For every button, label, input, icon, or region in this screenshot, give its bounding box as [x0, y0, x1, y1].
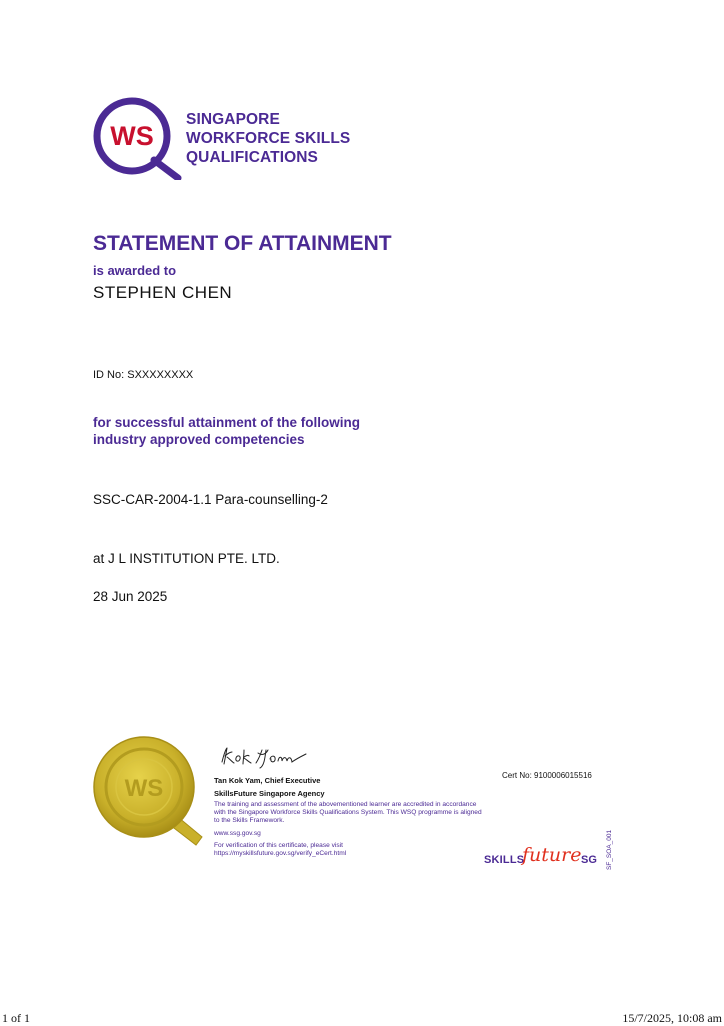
id-number: ID No: SXXXXXXXX — [93, 369, 194, 381]
logo-mark-letters: WS — [110, 121, 154, 151]
logo-future-text: future — [522, 844, 582, 866]
signatory-name: Tan Kok Yam, Chief Executive — [214, 776, 321, 785]
attainment-line-1: for successful attainment of the following — [93, 415, 361, 430]
verification-note: For verification of this certificate, please visit https://myskillsfuture.gov.sg/verify_eCert.html — [214, 842, 347, 857]
skillsfuture-sg-logo — [484, 844, 604, 874]
logo-line-1: SINGAPORE — [186, 111, 280, 128]
recipient-name: STEPHEN CHEN — [93, 283, 233, 302]
handwritten-signature — [218, 744, 308, 770]
gold-seal-icon — [92, 733, 204, 849]
wsq-logo-icon — [92, 96, 184, 180]
wsq-logo-text — [186, 110, 350, 167]
competency-title: SSC-CAR-2004-1.1 Para-counselling-2 — [93, 492, 328, 507]
form-code: SF_SOA_001 — [606, 829, 613, 870]
page-count: 1 of 1 — [2, 1011, 30, 1025]
attainment-line-2: industry approved competencies — [93, 432, 305, 447]
seal-letters: WS — [124, 775, 164, 802]
awarded-to-label: is awarded to — [93, 263, 177, 278]
logo-skills-text: SKILLS — [484, 854, 525, 866]
award-date: 28 Jun 2025 — [93, 589, 168, 604]
logo-line-3: QUALIFICATIONS — [186, 149, 318, 166]
attainment-statement — [93, 414, 360, 448]
accreditation-note: The training and assessment of the abovementioned learner are accredited in accordance with the Singapore Workforce Skills Qualifications System. This WSQ programme is aligned to the Skills Framework. — [214, 801, 482, 824]
logo-sg-text: SG — [581, 854, 597, 866]
certificate-title: STATEMENT OF ATTAINMENT — [93, 232, 392, 255]
logo-line-2: WORKFORCE SKILLS — [186, 130, 351, 147]
print-timestamp: 15/7/2025, 10:08 am — [622, 1011, 722, 1025]
training-institution: at J L INSTITUTION PTE. LTD. — [93, 551, 280, 566]
signatory-agency: SkillsFuture Singapore Agency — [214, 789, 325, 798]
certificate-number: Cert No: 9100006015516 — [502, 771, 592, 780]
agency-website-link[interactable]: www.ssg.gov.sg — [214, 830, 261, 837]
